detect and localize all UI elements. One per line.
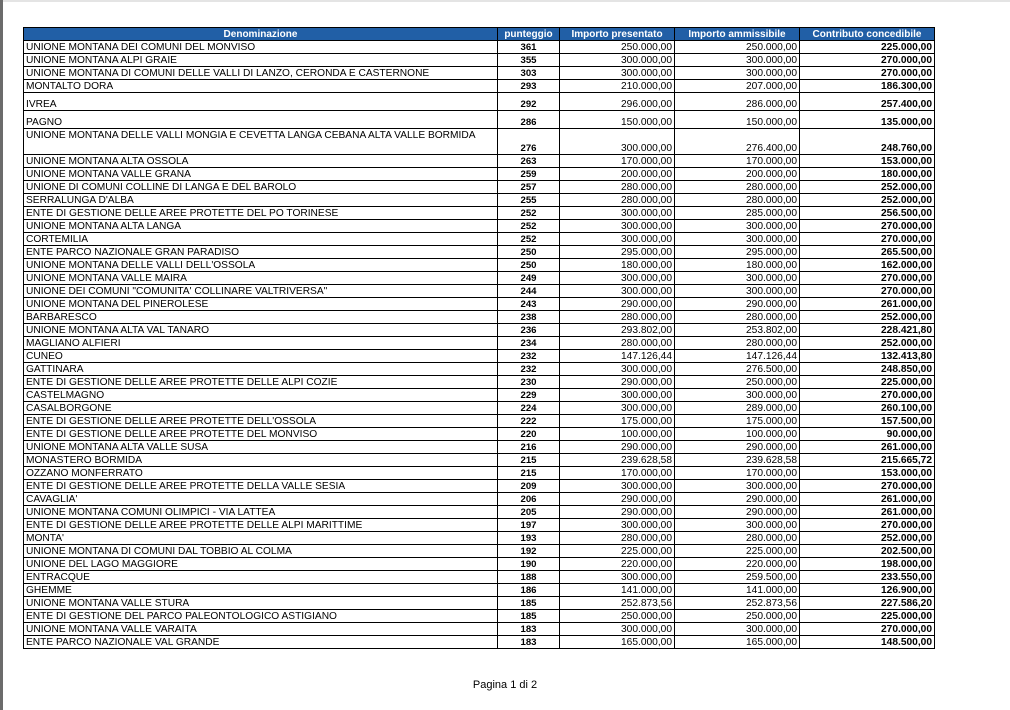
cell-contributo-concedibile: 132.413,80 — [800, 350, 935, 363]
table-row — [24, 428, 935, 441]
cell-contributo-concedibile: 248.760,00 — [800, 129, 935, 155]
table-row — [24, 194, 935, 207]
cell-contributo-concedibile: 261.000,00 — [800, 493, 935, 506]
cell-denominazione: GATTINARA — [24, 363, 498, 376]
cell-denominazione: PAGNO — [24, 111, 498, 129]
cell-contributo-concedibile: 270.000,00 — [800, 220, 935, 233]
cell-importo-ammissibile: 252.873,56 — [675, 597, 800, 610]
table-row — [24, 41, 935, 54]
cell-punteggio: 185 — [498, 610, 560, 623]
cell-punteggio: 361 — [498, 41, 560, 54]
cell-importo-ammissibile: 100.000,00 — [675, 428, 800, 441]
cell-punteggio: 293 — [498, 80, 560, 93]
cell-denominazione: UNIONE MONTANA VALLE MAIRA — [24, 272, 498, 285]
cell-importo-ammissibile: 276.400,00 — [675, 129, 800, 155]
cell-importo-ammissibile: 300.000,00 — [675, 54, 800, 67]
cell-denominazione: UNIONE MONTANA DI COMUNI DAL TOBBIO AL COLMA — [24, 545, 498, 558]
cell-contributo-concedibile: 270.000,00 — [800, 67, 935, 80]
cell-importo-presentato: 300.000,00 — [560, 363, 675, 376]
table-row — [24, 80, 935, 93]
cell-contributo-concedibile: 227.586,20 — [800, 597, 935, 610]
header-punteggio: punteggio — [498, 28, 560, 41]
cell-importo-ammissibile: 300.000,00 — [675, 220, 800, 233]
cell-punteggio: 192 — [498, 545, 560, 558]
cell-importo-ammissibile: 300.000,00 — [675, 623, 800, 636]
cell-importo-ammissibile: 285.000,00 — [675, 207, 800, 220]
cell-punteggio: 252 — [498, 220, 560, 233]
cell-importo-presentato: 147.126,44 — [560, 350, 675, 363]
table-row — [24, 111, 935, 129]
cell-punteggio: 252 — [498, 207, 560, 220]
cell-punteggio: 238 — [498, 311, 560, 324]
cell-contributo-concedibile: 157.500,00 — [800, 415, 935, 428]
cell-importo-ammissibile: 280.000,00 — [675, 337, 800, 350]
cell-importo-presentato: 293.802,00 — [560, 324, 675, 337]
cell-importo-ammissibile: 250.000,00 — [675, 41, 800, 54]
cell-denominazione: BARBARESCO — [24, 311, 498, 324]
cell-importo-presentato: 150.000,00 — [560, 111, 675, 129]
cell-importo-presentato: 300.000,00 — [560, 233, 675, 246]
cell-contributo-concedibile: 252.000,00 — [800, 194, 935, 207]
cell-importo-ammissibile: 280.000,00 — [675, 181, 800, 194]
cell-denominazione: IVREA — [24, 93, 498, 111]
table-row — [24, 389, 935, 402]
cell-contributo-concedibile: 225.000,00 — [800, 610, 935, 623]
funding-table — [23, 27, 935, 649]
cell-contributo-concedibile: 261.000,00 — [800, 298, 935, 311]
table-row — [24, 610, 935, 623]
cell-importo-presentato: 280.000,00 — [560, 194, 675, 207]
table-row — [24, 571, 935, 584]
cell-importo-presentato: 300.000,00 — [560, 67, 675, 80]
table-row — [24, 259, 935, 272]
cell-importo-presentato: 170.000,00 — [560, 467, 675, 480]
page-number: Pagina 1 di 2 — [472, 679, 538, 691]
cell-denominazione: UNIONE DI COMUNI COLLINE DI LANGA E DEL BAROLO — [24, 181, 498, 194]
cell-denominazione: UNIONE MONTANA VALLE VARAITA — [24, 623, 498, 636]
cell-importo-presentato: 220.000,00 — [560, 558, 675, 571]
table-row — [24, 519, 935, 532]
cell-importo-ammissibile: 207.000,00 — [675, 80, 800, 93]
cell-importo-presentato: 180.000,00 — [560, 259, 675, 272]
cell-importo-ammissibile: 300.000,00 — [675, 285, 800, 298]
cell-contributo-concedibile: 162.000,00 — [800, 259, 935, 272]
cell-importo-ammissibile: 300.000,00 — [675, 519, 800, 532]
cell-contributo-concedibile: 252.000,00 — [800, 337, 935, 350]
cell-importo-presentato: 175.000,00 — [560, 415, 675, 428]
table-row — [24, 233, 935, 246]
cell-importo-ammissibile: 300.000,00 — [675, 389, 800, 402]
table-row — [24, 350, 935, 363]
table-row — [24, 636, 935, 649]
cell-contributo-concedibile: 252.000,00 — [800, 181, 935, 194]
cell-contributo-concedibile: 225.000,00 — [800, 41, 935, 54]
table-row — [24, 207, 935, 220]
cell-contributo-concedibile: 256.500,00 — [800, 207, 935, 220]
cell-denominazione: UNIONE MONTANA DEL PINEROLESE — [24, 298, 498, 311]
table-row — [24, 532, 935, 545]
cell-contributo-concedibile: 257.400,00 — [800, 93, 935, 111]
cell-importo-presentato: 280.000,00 — [560, 311, 675, 324]
cell-importo-presentato: 300.000,00 — [560, 623, 675, 636]
cell-punteggio: 193 — [498, 532, 560, 545]
cell-denominazione: ENTE PARCO NAZIONALE VAL GRANDE — [24, 636, 498, 649]
cell-punteggio: 183 — [498, 623, 560, 636]
cell-importo-ammissibile: 170.000,00 — [675, 155, 800, 168]
cell-punteggio: 232 — [498, 350, 560, 363]
cell-punteggio: 232 — [498, 363, 560, 376]
cell-punteggio: 186 — [498, 584, 560, 597]
cell-punteggio: 243 — [498, 298, 560, 311]
table-row — [24, 467, 935, 480]
cell-punteggio: 230 — [498, 376, 560, 389]
cell-punteggio: 259 — [498, 168, 560, 181]
cell-importo-presentato: 252.873,56 — [560, 597, 675, 610]
cell-denominazione: GHEMME — [24, 584, 498, 597]
cell-importo-presentato: 280.000,00 — [560, 532, 675, 545]
cell-importo-ammissibile: 141.000,00 — [675, 584, 800, 597]
cell-punteggio: 185 — [498, 597, 560, 610]
cell-importo-ammissibile: 147.126,44 — [675, 350, 800, 363]
cell-contributo-concedibile: 180.000,00 — [800, 168, 935, 181]
cell-contributo-concedibile: 270.000,00 — [800, 285, 935, 298]
cell-importo-presentato: 250.000,00 — [560, 610, 675, 623]
cell-punteggio: 252 — [498, 233, 560, 246]
cell-importo-ammissibile: 290.000,00 — [675, 493, 800, 506]
cell-denominazione: OZZANO MONFERRATO — [24, 467, 498, 480]
cell-importo-ammissibile: 170.000,00 — [675, 467, 800, 480]
cell-importo-presentato: 296.000,00 — [560, 93, 675, 111]
table-row — [24, 155, 935, 168]
table-row — [24, 480, 935, 493]
cell-importo-ammissibile: 290.000,00 — [675, 441, 800, 454]
cell-importo-presentato: 300.000,00 — [560, 285, 675, 298]
cell-contributo-concedibile: 135.000,00 — [800, 111, 935, 129]
cell-denominazione: ENTE DI GESTIONE DELLE AREE PROTETTE DELL'OSSOLA — [24, 415, 498, 428]
table-row — [24, 246, 935, 259]
cell-denominazione: MAGLIANO ALFIERI — [24, 337, 498, 350]
cell-punteggio: 215 — [498, 454, 560, 467]
cell-importo-ammissibile: 150.000,00 — [675, 111, 800, 129]
cell-denominazione: MONTALTO DORA — [24, 80, 498, 93]
cell-contributo-concedibile: 252.000,00 — [800, 532, 935, 545]
cell-contributo-concedibile: 270.000,00 — [800, 389, 935, 402]
cell-importo-ammissibile: 290.000,00 — [675, 506, 800, 519]
cell-denominazione: ENTE PARCO NAZIONALE GRAN PARADISO — [24, 246, 498, 259]
cell-contributo-concedibile: 270.000,00 — [800, 54, 935, 67]
cell-importo-presentato: 300.000,00 — [560, 519, 675, 532]
cell-punteggio: 255 — [498, 194, 560, 207]
table-row — [24, 168, 935, 181]
table-row — [24, 376, 935, 389]
cell-importo-ammissibile: 276.500,00 — [675, 363, 800, 376]
cell-punteggio: 355 — [498, 54, 560, 67]
cell-importo-presentato: 290.000,00 — [560, 441, 675, 454]
table-row — [24, 415, 935, 428]
cell-contributo-concedibile: 270.000,00 — [800, 623, 935, 636]
cell-punteggio: 276 — [498, 129, 560, 155]
cell-contributo-concedibile: 233.550,00 — [800, 571, 935, 584]
cell-contributo-concedibile: 265.500,00 — [800, 246, 935, 259]
cell-contributo-concedibile: 270.000,00 — [800, 272, 935, 285]
cell-importo-ammissibile: 300.000,00 — [675, 272, 800, 285]
cell-denominazione: UNIONE DEL LAGO MAGGIORE — [24, 558, 498, 571]
cell-punteggio: 229 — [498, 389, 560, 402]
cell-denominazione: ENTE DI GESTIONE DELLE AREE PROTETTE DELLA VALLE SESIA — [24, 480, 498, 493]
table-row — [24, 597, 935, 610]
cell-contributo-concedibile: 198.000,00 — [800, 558, 935, 571]
cell-importo-ammissibile: 225.000,00 — [675, 545, 800, 558]
cell-importo-ammissibile: 286.000,00 — [675, 93, 800, 111]
table-row — [24, 54, 935, 67]
table-row — [24, 363, 935, 376]
cell-importo-presentato: 300.000,00 — [560, 272, 675, 285]
header-contributo-concedibile: Contributo concedibile — [800, 28, 935, 41]
table-row — [24, 129, 935, 155]
cell-punteggio: 250 — [498, 246, 560, 259]
cell-punteggio: 244 — [498, 285, 560, 298]
cell-denominazione: UNIONE MONTANA ALTA OSSOLA — [24, 155, 498, 168]
table-header-row — [24, 28, 935, 41]
table-row — [24, 441, 935, 454]
table-row — [24, 623, 935, 636]
cell-importo-ammissibile: 300.000,00 — [675, 480, 800, 493]
cell-contributo-concedibile: 270.000,00 — [800, 519, 935, 532]
cell-contributo-concedibile: 260.100,00 — [800, 402, 935, 415]
cell-denominazione: UNIONE MONTANA ALPI GRAIE — [24, 54, 498, 67]
cell-punteggio: 250 — [498, 259, 560, 272]
table-row — [24, 272, 935, 285]
cell-importo-ammissibile: 253.802,00 — [675, 324, 800, 337]
cell-importo-presentato: 295.000,00 — [560, 246, 675, 259]
cell-importo-presentato: 300.000,00 — [560, 480, 675, 493]
cell-denominazione: CORTEMILIA — [24, 233, 498, 246]
cell-denominazione: UNIONE MONTANA DEI COMUNI DEL MONVISO — [24, 41, 498, 54]
table-row — [24, 493, 935, 506]
cell-contributo-concedibile: 148.500,00 — [800, 636, 935, 649]
cell-importo-presentato: 239.628,58 — [560, 454, 675, 467]
cell-importo-presentato: 300.000,00 — [560, 220, 675, 233]
cell-denominazione: ENTE DI GESTIONE DEL PARCO PALEONTOLOGICO ASTIGIANO — [24, 610, 498, 623]
cell-importo-ammissibile: 290.000,00 — [675, 298, 800, 311]
table-row — [24, 558, 935, 571]
cell-punteggio: 205 — [498, 506, 560, 519]
cell-punteggio: 303 — [498, 67, 560, 80]
cell-importo-presentato: 280.000,00 — [560, 337, 675, 350]
cell-punteggio: 209 — [498, 480, 560, 493]
cell-denominazione: SERRALUNGA D'ALBA — [24, 194, 498, 207]
cell-punteggio: 206 — [498, 493, 560, 506]
cell-contributo-concedibile: 186.300,00 — [800, 80, 935, 93]
cell-importo-presentato: 225.000,00 — [560, 545, 675, 558]
cell-denominazione: ENTE DI GESTIONE DELLE AREE PROTETTE DELLE ALPI MARITTIME — [24, 519, 498, 532]
cell-importo-ammissibile: 200.000,00 — [675, 168, 800, 181]
cell-importo-ammissibile: 280.000,00 — [675, 311, 800, 324]
cell-contributo-concedibile: 261.000,00 — [800, 506, 935, 519]
cell-importo-presentato: 290.000,00 — [560, 493, 675, 506]
cell-denominazione: UNIONE MONTANA DELLE VALLI DELL'OSSOLA — [24, 259, 498, 272]
cell-importo-ammissibile: 165.000,00 — [675, 636, 800, 649]
cell-denominazione: CASTELMAGNO — [24, 389, 498, 402]
cell-punteggio: 190 — [498, 558, 560, 571]
cell-contributo-concedibile: 215.665,72 — [800, 454, 935, 467]
cell-importo-presentato: 210.000,00 — [560, 80, 675, 93]
cell-importo-ammissibile: 220.000,00 — [675, 558, 800, 571]
cell-importo-presentato: 290.000,00 — [560, 298, 675, 311]
table-row — [24, 454, 935, 467]
table-row — [24, 311, 935, 324]
cell-contributo-concedibile: 153.000,00 — [800, 155, 935, 168]
cell-punteggio: 263 — [498, 155, 560, 168]
cell-importo-presentato: 250.000,00 — [560, 41, 675, 54]
cell-contributo-concedibile: 270.000,00 — [800, 233, 935, 246]
table-row — [24, 402, 935, 415]
cell-contributo-concedibile: 252.000,00 — [800, 311, 935, 324]
cell-importo-ammissibile: 280.000,00 — [675, 194, 800, 207]
header-importo-presentato: Importo presentato — [560, 28, 675, 41]
cell-punteggio: 183 — [498, 636, 560, 649]
cell-importo-ammissibile: 239.628,58 — [675, 454, 800, 467]
cell-denominazione: UNIONE MONTANA DI COMUNI DELLE VALLI DI LANZO, CERONDA E CASTERNONE — [24, 67, 498, 80]
cell-importo-ammissibile: 300.000,00 — [675, 233, 800, 246]
table-row — [24, 181, 935, 194]
cell-punteggio: 222 — [498, 415, 560, 428]
cell-punteggio: 236 — [498, 324, 560, 337]
cell-denominazione: MONASTERO BORMIDA — [24, 454, 498, 467]
cell-contributo-concedibile: 202.500,00 — [800, 545, 935, 558]
cell-importo-presentato: 100.000,00 — [560, 428, 675, 441]
cell-importo-presentato: 280.000,00 — [560, 181, 675, 194]
cell-importo-ammissibile: 250.000,00 — [675, 610, 800, 623]
cell-denominazione: UNIONE MONTANA VALLE GRANA — [24, 168, 498, 181]
cell-punteggio: 197 — [498, 519, 560, 532]
cell-punteggio: 249 — [498, 272, 560, 285]
cell-denominazione: UNIONE MONTANA ALTA VALLE SUSA — [24, 441, 498, 454]
cell-punteggio: 224 — [498, 402, 560, 415]
table-row — [24, 285, 935, 298]
cell-importo-presentato: 300.000,00 — [560, 571, 675, 584]
table-row — [24, 584, 935, 597]
cell-punteggio: 234 — [498, 337, 560, 350]
cell-importo-presentato: 300.000,00 — [560, 207, 675, 220]
table-row — [24, 324, 935, 337]
cell-importo-presentato: 200.000,00 — [560, 168, 675, 181]
cell-denominazione: CAVAGLIA' — [24, 493, 498, 506]
table-body — [24, 41, 935, 649]
cell-denominazione: MONTA' — [24, 532, 498, 545]
cell-denominazione: UNIONE DEI COMUNI "COMUNITA' COLLINARE VALTRIVERSA" — [24, 285, 498, 298]
cell-contributo-concedibile: 261.000,00 — [800, 441, 935, 454]
cell-importo-presentato: 165.000,00 — [560, 636, 675, 649]
cell-importo-ammissibile: 280.000,00 — [675, 532, 800, 545]
cell-importo-presentato: 290.000,00 — [560, 506, 675, 519]
header-denominazione: Denominazione — [24, 28, 498, 41]
cell-contributo-concedibile: 270.000,00 — [800, 480, 935, 493]
cell-importo-ammissibile: 300.000,00 — [675, 67, 800, 80]
table-row — [24, 337, 935, 350]
table-row — [24, 545, 935, 558]
cell-importo-presentato: 300.000,00 — [560, 129, 675, 155]
table-row — [24, 298, 935, 311]
cell-denominazione: ENTE DI GESTIONE DELLE AREE PROTETTE DEL MONVISO — [24, 428, 498, 441]
cell-importo-presentato: 170.000,00 — [560, 155, 675, 168]
cell-importo-presentato: 141.000,00 — [560, 584, 675, 597]
header-importo-ammissibile: Importo ammissibile — [675, 28, 800, 41]
table-row — [24, 220, 935, 233]
cell-contributo-concedibile: 248.850,00 — [800, 363, 935, 376]
table-row — [24, 93, 935, 111]
top-rule — [0, 0, 1010, 2]
window-left-edge — [0, 0, 3, 710]
cell-punteggio: 188 — [498, 571, 560, 584]
cell-punteggio: 257 — [498, 181, 560, 194]
cell-punteggio: 216 — [498, 441, 560, 454]
cell-importo-ammissibile: 295.000,00 — [675, 246, 800, 259]
cell-denominazione: UNIONE MONTANA ALTA VAL TANARO — [24, 324, 498, 337]
cell-contributo-concedibile: 225.000,00 — [800, 376, 935, 389]
cell-importo-ammissibile: 259.500,00 — [675, 571, 800, 584]
cell-importo-ammissibile: 180.000,00 — [675, 259, 800, 272]
cell-contributo-concedibile: 90.000,00 — [800, 428, 935, 441]
cell-punteggio: 215 — [498, 467, 560, 480]
cell-importo-ammissibile: 250.000,00 — [675, 376, 800, 389]
cell-denominazione: CASALBORGONE — [24, 402, 498, 415]
cell-denominazione: ENTE DI GESTIONE DELLE AREE PROTETTE DEL PO TORINESE — [24, 207, 498, 220]
cell-importo-presentato: 300.000,00 — [560, 402, 675, 415]
cell-importo-presentato: 290.000,00 — [560, 376, 675, 389]
table-row — [24, 506, 935, 519]
cell-denominazione: ENTE DI GESTIONE DELLE AREE PROTETTE DELLE ALPI COZIE — [24, 376, 498, 389]
cell-contributo-concedibile: 153.000,00 — [800, 467, 935, 480]
table-row — [24, 67, 935, 80]
cell-denominazione: CUNEO — [24, 350, 498, 363]
cell-denominazione: ENTRACQUE — [24, 571, 498, 584]
cell-denominazione: UNIONE MONTANA COMUNI OLIMPICI - VIA LATTEA — [24, 506, 498, 519]
cell-contributo-concedibile: 228.421,80 — [800, 324, 935, 337]
cell-punteggio: 220 — [498, 428, 560, 441]
cell-importo-ammissibile: 289.000,00 — [675, 402, 800, 415]
cell-contributo-concedibile: 126.900,00 — [800, 584, 935, 597]
cell-denominazione: UNIONE MONTANA VALLE STURA — [24, 597, 498, 610]
cell-denominazione: UNIONE MONTANA ALTA LANGA — [24, 220, 498, 233]
cell-importo-ammissibile: 175.000,00 — [675, 415, 800, 428]
cell-importo-presentato: 300.000,00 — [560, 54, 675, 67]
cell-denominazione: UNIONE MONTANA DELLE VALLI MONGIA E CEVETTA LANGA CEBANA ALTA VALLE BORMIDA — [24, 129, 498, 155]
cell-importo-presentato: 300.000,00 — [560, 389, 675, 402]
cell-punteggio: 292 — [498, 93, 560, 111]
cell-punteggio: 286 — [498, 111, 560, 129]
